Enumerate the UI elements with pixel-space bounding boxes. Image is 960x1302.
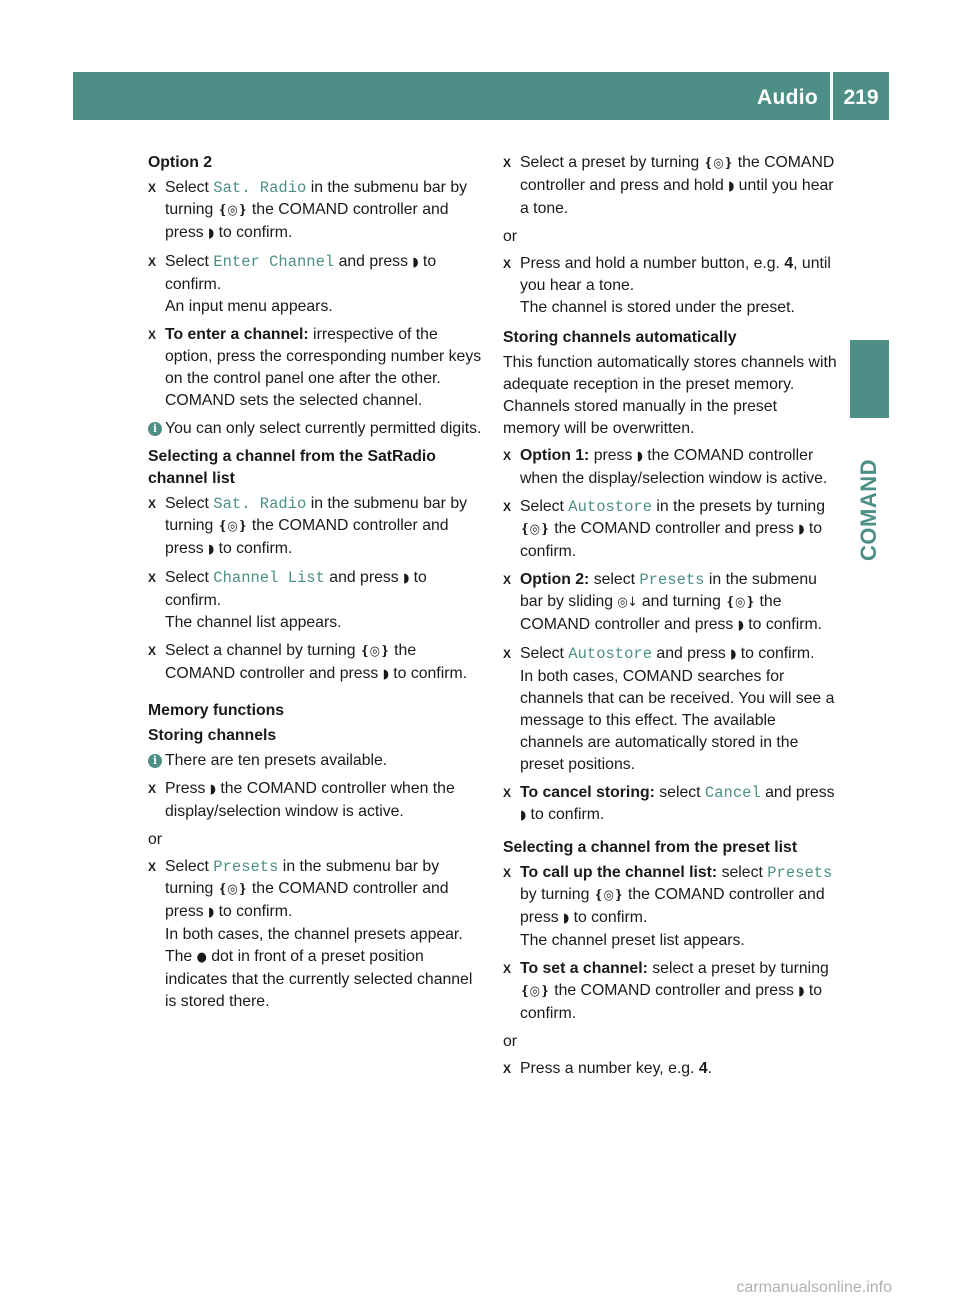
rotate-controller-icon: ❴◎❵ xyxy=(217,882,248,897)
heading-memory-functions: Memory functions xyxy=(148,702,285,719)
number-key: 4 xyxy=(784,255,794,272)
text: irrespective of the option, press the corresponding number keys on the control panel one after the other. xyxy=(165,326,482,387)
or-text: or xyxy=(148,831,163,848)
step-label: To cancel storing: xyxy=(520,784,655,801)
press-controller-icon: ◗ xyxy=(208,905,215,920)
right-column xyxy=(503,152,838,1086)
press-controller-icon: ◗ xyxy=(737,618,744,633)
text: and press xyxy=(760,784,835,801)
result-text: COMAND sets the selected channel. xyxy=(165,392,423,409)
text: to confirm. xyxy=(526,806,605,823)
text: Select a preset by turning xyxy=(520,154,704,171)
text: and press xyxy=(652,645,731,662)
result-text: The channel list appears. xyxy=(165,614,342,631)
step-arrow-icon: X xyxy=(503,449,512,463)
text: select a preset by turning xyxy=(647,960,829,977)
step-arrow-icon: X xyxy=(148,571,157,585)
step-arrow-icon: X xyxy=(148,328,157,342)
text: Press a number key, e.g. xyxy=(520,1060,699,1077)
step xyxy=(148,567,484,634)
or-text: or xyxy=(503,1033,518,1050)
left-column xyxy=(148,152,484,1019)
text: press xyxy=(589,447,637,464)
rotate-controller-icon: ❴◎❵ xyxy=(725,595,756,610)
step xyxy=(503,1058,838,1080)
step xyxy=(503,445,838,490)
press-controller-icon: ◗ xyxy=(403,571,410,586)
text: the COMAND controller and press xyxy=(549,520,799,537)
press-controller-icon: ◗ xyxy=(563,911,570,926)
text: . xyxy=(707,1060,713,1077)
step xyxy=(148,177,484,245)
text: Select xyxy=(165,495,214,512)
text: in the submenu bar by turning xyxy=(165,179,468,218)
menu-item-autostore: Autostore xyxy=(568,645,653,663)
text: to confirm. xyxy=(743,616,823,633)
text: You can only select currently permitted digits. xyxy=(165,420,482,437)
menu-item-cancel: Cancel xyxy=(704,784,761,802)
text: to confirm. xyxy=(214,540,293,557)
heading-satradio-list: Selecting a channel from the SatRadio channel list xyxy=(148,448,436,487)
text: the COMAND controller when the display/selection window is active. xyxy=(520,447,828,487)
press-controller-icon: ◗ xyxy=(798,522,805,537)
text: to confirm. xyxy=(214,903,293,920)
text: in the submenu bar by sliding xyxy=(520,571,817,610)
press-controller-icon: ◗ xyxy=(728,179,735,194)
press-controller-icon: ◗ xyxy=(798,984,805,999)
text: to confirm. xyxy=(165,253,437,293)
step-label: To call up the channel list: xyxy=(520,864,718,881)
text: the COMAND controller when the display/selection window is active. xyxy=(165,780,455,820)
menu-item-channel-list: Channel List xyxy=(213,569,325,587)
step-label: Option 1: xyxy=(520,447,590,464)
rotate-controller-icon: ❴◎❵ xyxy=(359,644,390,659)
step-arrow-icon: X xyxy=(503,573,512,587)
step xyxy=(148,324,484,412)
text: , until you hear a tone. xyxy=(520,255,831,294)
press-controller-icon: ◗ xyxy=(412,255,419,270)
footer-watermark: carmanualsonline.info xyxy=(736,1279,892,1296)
press-controller-icon: ◗ xyxy=(382,667,389,682)
text: Select a channel by turning xyxy=(165,642,360,659)
paragraph-autostore: This function automatically stores channels with adequate reception in the preset memory. Channels stored manually in the preset memory will be overwritten. xyxy=(503,354,837,437)
text: to confirm. xyxy=(520,520,823,560)
rotate-controller-icon: ❴◎❵ xyxy=(520,522,550,537)
result-text: The channel is stored under the preset. xyxy=(520,299,795,316)
step xyxy=(503,496,838,563)
step-label: To set a channel: xyxy=(520,960,648,977)
text: the COMAND controller and press xyxy=(549,982,799,999)
text: select xyxy=(717,864,768,881)
result-text: The channel preset list appears. xyxy=(520,932,745,949)
chapter-label: COMAND xyxy=(856,459,881,561)
text: Press and hold a number button, e.g. xyxy=(520,255,785,272)
text: Select xyxy=(520,498,569,515)
text: select xyxy=(589,571,640,588)
section-title: Audio xyxy=(757,86,818,109)
rotate-controller-icon: ❴◎❵ xyxy=(520,984,550,999)
info-note xyxy=(148,418,484,440)
text: and turning xyxy=(637,593,726,610)
step-arrow-icon: X xyxy=(503,500,512,514)
result-text: In both cases, the channel presets appear. The xyxy=(165,926,463,965)
step-arrow-icon: X xyxy=(148,255,157,269)
rotate-controller-icon: ❴◎❵ xyxy=(217,203,248,218)
press-controller-icon: ◗ xyxy=(636,449,643,464)
step xyxy=(503,152,838,220)
step-arrow-icon: X xyxy=(503,786,512,800)
text: to confirm. xyxy=(736,645,815,662)
step-label: Option 2: xyxy=(520,571,590,588)
step-arrow-icon: X xyxy=(148,644,157,658)
or-text: or xyxy=(503,228,518,245)
press-controller-icon: ◗ xyxy=(209,782,216,797)
step-arrow-icon: X xyxy=(148,860,157,874)
step-arrow-icon: X xyxy=(148,497,157,511)
page-number: 219 xyxy=(843,86,879,109)
text: Select xyxy=(165,858,214,875)
text: to confirm. xyxy=(214,224,293,241)
info-note xyxy=(148,750,484,772)
result-text: An input menu appears. xyxy=(165,298,333,315)
side-tab-marker xyxy=(850,340,889,418)
text: in the presets by turning xyxy=(652,498,826,515)
text: by turning xyxy=(520,886,594,903)
menu-item-presets: Presets xyxy=(767,864,833,882)
result-text: In both cases, COMAND searches for channels that can be received. You will see a message to this effect. The available channels are automatically stored in the preset positions. xyxy=(520,668,835,773)
text: Select xyxy=(165,569,214,586)
step-arrow-icon: X xyxy=(503,1062,512,1076)
text: the COMAND controller and press xyxy=(520,886,825,926)
text: the COMAND controller and press xyxy=(520,593,782,633)
step xyxy=(148,856,484,1013)
step-arrow-icon: X xyxy=(503,257,512,271)
menu-item-presets: Presets xyxy=(639,571,705,589)
step xyxy=(503,253,838,319)
step xyxy=(503,862,838,952)
text: Press xyxy=(165,780,210,797)
step xyxy=(503,643,838,776)
menu-item-presets: Presets xyxy=(213,858,279,876)
step-label: To enter a channel: xyxy=(165,326,309,343)
text: and press xyxy=(334,253,413,270)
text: the COMAND controller and press xyxy=(165,201,449,241)
rotate-controller-icon: ❴◎❵ xyxy=(703,156,734,171)
step-arrow-icon: X xyxy=(503,866,512,880)
text: There are ten presets available. xyxy=(165,752,388,769)
heading-storing-automatically: Storing channels automatically xyxy=(503,329,737,346)
text: to confirm. xyxy=(388,665,468,682)
text: to confirm. xyxy=(520,982,823,1022)
menu-item-enter-channel: Enter Channel xyxy=(213,253,335,271)
text: the COMAND controller and press xyxy=(165,642,417,682)
step xyxy=(148,493,484,561)
text: the COMAND controller and press xyxy=(165,517,449,557)
text: to confirm. xyxy=(165,569,427,609)
menu-item-autostore: Autostore xyxy=(568,498,653,516)
heading-option-2: Option 2 xyxy=(148,154,213,171)
heading-storing-channels: Storing channels xyxy=(148,727,277,744)
step xyxy=(503,569,838,637)
text: in the submenu bar by turning xyxy=(165,858,440,897)
step-arrow-icon: X xyxy=(503,156,512,170)
press-controller-icon: ◗ xyxy=(520,808,527,823)
step-arrow-icon: X xyxy=(503,647,512,661)
step-arrow-icon: X xyxy=(148,181,157,195)
text: the COMAND controller and press and hold xyxy=(520,154,835,194)
step xyxy=(148,640,484,686)
press-controller-icon: ◗ xyxy=(208,226,215,241)
text: to confirm. xyxy=(569,909,648,926)
step xyxy=(503,958,838,1025)
text: the COMAND controller and press xyxy=(165,880,449,920)
press-controller-icon: ◗ xyxy=(208,542,215,557)
bullet-dot-icon: ● xyxy=(196,950,207,965)
text: and press xyxy=(324,569,404,586)
text: Select xyxy=(165,253,214,270)
text: until you hear a tone. xyxy=(520,177,834,217)
step-arrow-icon: X xyxy=(503,962,512,976)
page-header xyxy=(73,72,889,120)
slide-down-controller-icon: ◎↓ xyxy=(617,595,638,610)
rotate-controller-icon: ❴◎❵ xyxy=(593,888,624,903)
info-icon: i xyxy=(148,422,162,436)
menu-item-sat-radio: Sat. Radio xyxy=(213,179,307,197)
heading-preset-list: Selecting a channel from the preset list xyxy=(503,839,798,856)
press-controller-icon: ◗ xyxy=(730,647,737,662)
text: in the submenu bar by turning xyxy=(165,495,468,534)
text: Select xyxy=(165,179,214,196)
step xyxy=(503,782,838,827)
step xyxy=(148,778,484,823)
step-arrow-icon: X xyxy=(148,782,157,796)
step xyxy=(148,251,484,318)
text: select xyxy=(654,784,705,801)
rotate-controller-icon: ❴◎❵ xyxy=(217,519,248,534)
number-key: 4 xyxy=(698,1060,708,1077)
info-icon: i xyxy=(148,754,162,768)
menu-item-sat-radio: Sat. Radio xyxy=(213,495,307,513)
result-text: dot in front of a preset position indicates that the currently selected channel is stored there. xyxy=(165,948,473,1010)
text: Select xyxy=(520,645,569,662)
